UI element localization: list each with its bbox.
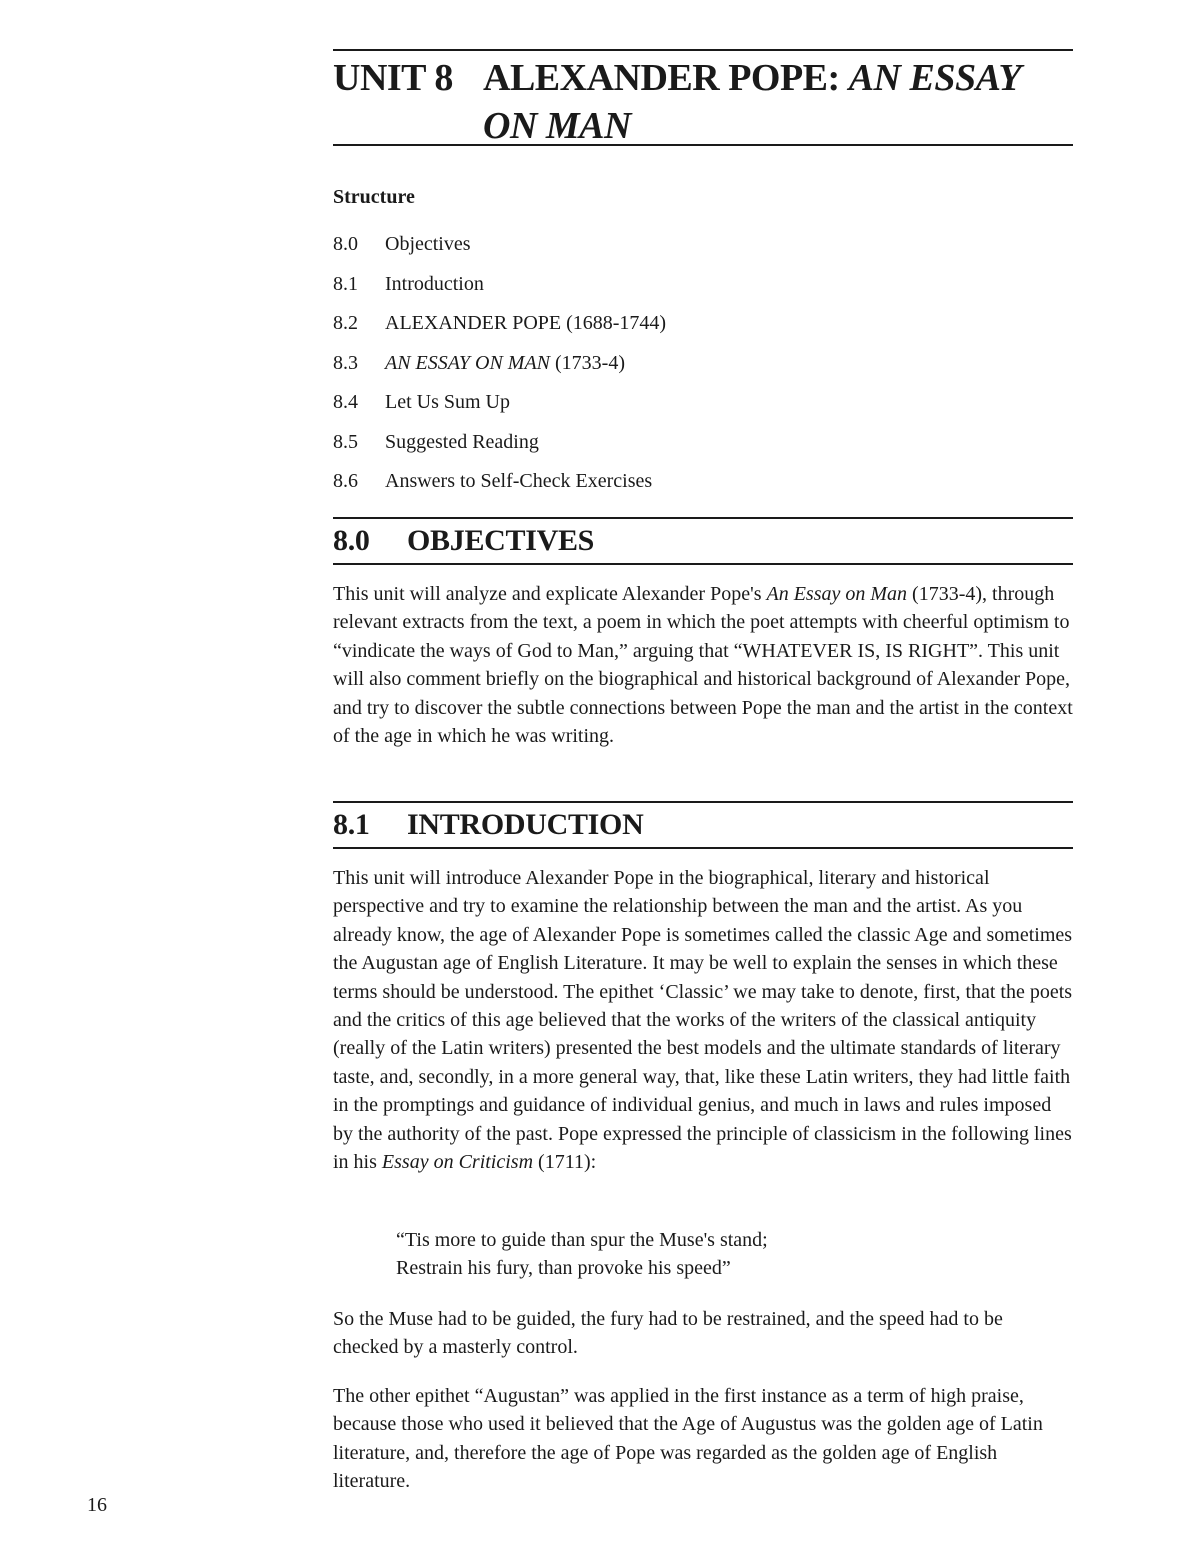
introduction-paragraph-3: The other epithet “Augustan” was applied in the first instance as a term of high praise, because those who used it believed that the Age of Augustus was the golden age of Latin literature, and, therefore the age of Pope was regarded as the golden age of English literature. bbox=[333, 1385, 1043, 1493]
paragraph-italic: An Essay on Man bbox=[766, 583, 908, 605]
introduction-paragraph-1 bbox=[333, 864, 1073, 1176]
unit-header-top-rule bbox=[333, 49, 1073, 51]
introduction-paragraph-2: So the Muse had to be guided, the fury had to be restrained, and the speed had to be checked by a masterly control. bbox=[333, 1308, 1003, 1359]
toc-item bbox=[333, 229, 1073, 269]
toc-item-label: Answers to Self-Check Exercises bbox=[385, 470, 653, 492]
page-number: 16 bbox=[87, 1494, 107, 1516]
toc-item-number: 8.3 bbox=[333, 351, 358, 374]
toc-item-number: 8.5 bbox=[333, 430, 358, 453]
structure-heading: Structure bbox=[333, 186, 415, 208]
section-bottom-rule bbox=[333, 847, 1073, 849]
section-title: OBJECTIVES bbox=[407, 524, 595, 557]
section-number: 8.1 bbox=[333, 808, 370, 841]
paragraph-italic: Essay on Criticism bbox=[381, 1151, 534, 1174]
toc-item-number: 8.1 bbox=[333, 272, 358, 295]
structure-list bbox=[333, 229, 1073, 506]
introduction-heading-block bbox=[333, 801, 1073, 849]
toc-item-number: 8.6 bbox=[333, 470, 358, 492]
objectives-heading-block bbox=[333, 517, 1073, 565]
quote-line-2: Restrain his fury, than provoke his speed” bbox=[396, 1257, 731, 1279]
paragraph-text: This unit will analyze and explicate Alexander Pope's bbox=[333, 583, 767, 605]
toc-item-label-italic: AN ESSAY ON MAN bbox=[385, 351, 551, 374]
unit-title-plain: ALEXANDER POPE: bbox=[483, 57, 849, 99]
toc-item bbox=[333, 387, 1073, 427]
toc-item-number: 8.0 bbox=[333, 233, 358, 255]
toc-item bbox=[333, 269, 1073, 309]
unit-number: UNIT 8 bbox=[333, 57, 453, 99]
toc-item bbox=[333, 427, 1073, 467]
paragraph-text: (1711): bbox=[533, 1151, 597, 1174]
toc-item bbox=[333, 308, 1073, 348]
toc-item-label: ALEXANDER POPE (1688-1744) bbox=[385, 312, 667, 334]
section-number: 8.0 bbox=[333, 524, 370, 557]
toc-item-label-suffix: (1733-4) bbox=[550, 351, 625, 374]
objectives-paragraph bbox=[333, 580, 1073, 750]
unit-header-bottom-rule bbox=[333, 144, 1073, 146]
paragraph-text: This unit will introduce Alexander Pope in the biographical, literary and historical perspective and try to examine the relationship between the man and the artist. As you already know, the age of Alexander Pope is sometimes called the classic Age and sometimes the Augustan age of English Literature. It may be well to explain the senses in which these terms should be understood. The epithet ‘Classic’ we may take to denote, first, that the poets and the critics of this age believed that the works of the writers of the classical antiquity (really of the Latin writers) presented the best models and the ultimate standards of literary taste, and, secondly, in a more general way, that, like these Latin writers, they had little faith in the promptings and guidance of individual genius, and much in laws and rules imposed by the authority of the past. Pope expressed the principle of classicism in the following lines in his bbox=[333, 867, 1073, 1174]
toc-item-label: Introduction bbox=[385, 272, 484, 295]
toc-item-label: Suggested Reading bbox=[385, 430, 539, 453]
section-heading bbox=[333, 803, 1073, 847]
unit-title bbox=[333, 54, 1073, 150]
toc-item-number: 8.4 bbox=[333, 391, 358, 413]
paragraph-text: (1733-4), through relevant extracts from the text, a poem in which the poet attempts with cheerful optimism to “vindicate the ways of God to Man,” arguing that “WHATEVER IS, IS RIGHT”. This unit will also comment briefly on the biographical and historical background of Alexander Pope, and try to discover the subtle connections between Pope the man and the artist in the context of the age in which he was writing. bbox=[333, 583, 1073, 748]
section-title: INTRODUCTION bbox=[407, 808, 644, 841]
quote-line-1: “Tis more to guide than spur the Muse's stand; bbox=[396, 1229, 768, 1251]
toc-item bbox=[333, 348, 1073, 388]
unit-title-italic-1: AN ESSAY bbox=[848, 57, 1022, 99]
unit-title-italic-2: ON MAN bbox=[483, 105, 631, 147]
toc-item-label: Let Us Sum Up bbox=[385, 391, 510, 413]
toc-item bbox=[333, 466, 1073, 506]
toc-item-label: Objectives bbox=[385, 233, 471, 255]
section-bottom-rule bbox=[333, 563, 1073, 565]
section-heading bbox=[333, 519, 1073, 563]
toc-item-number: 8.2 bbox=[333, 312, 358, 334]
